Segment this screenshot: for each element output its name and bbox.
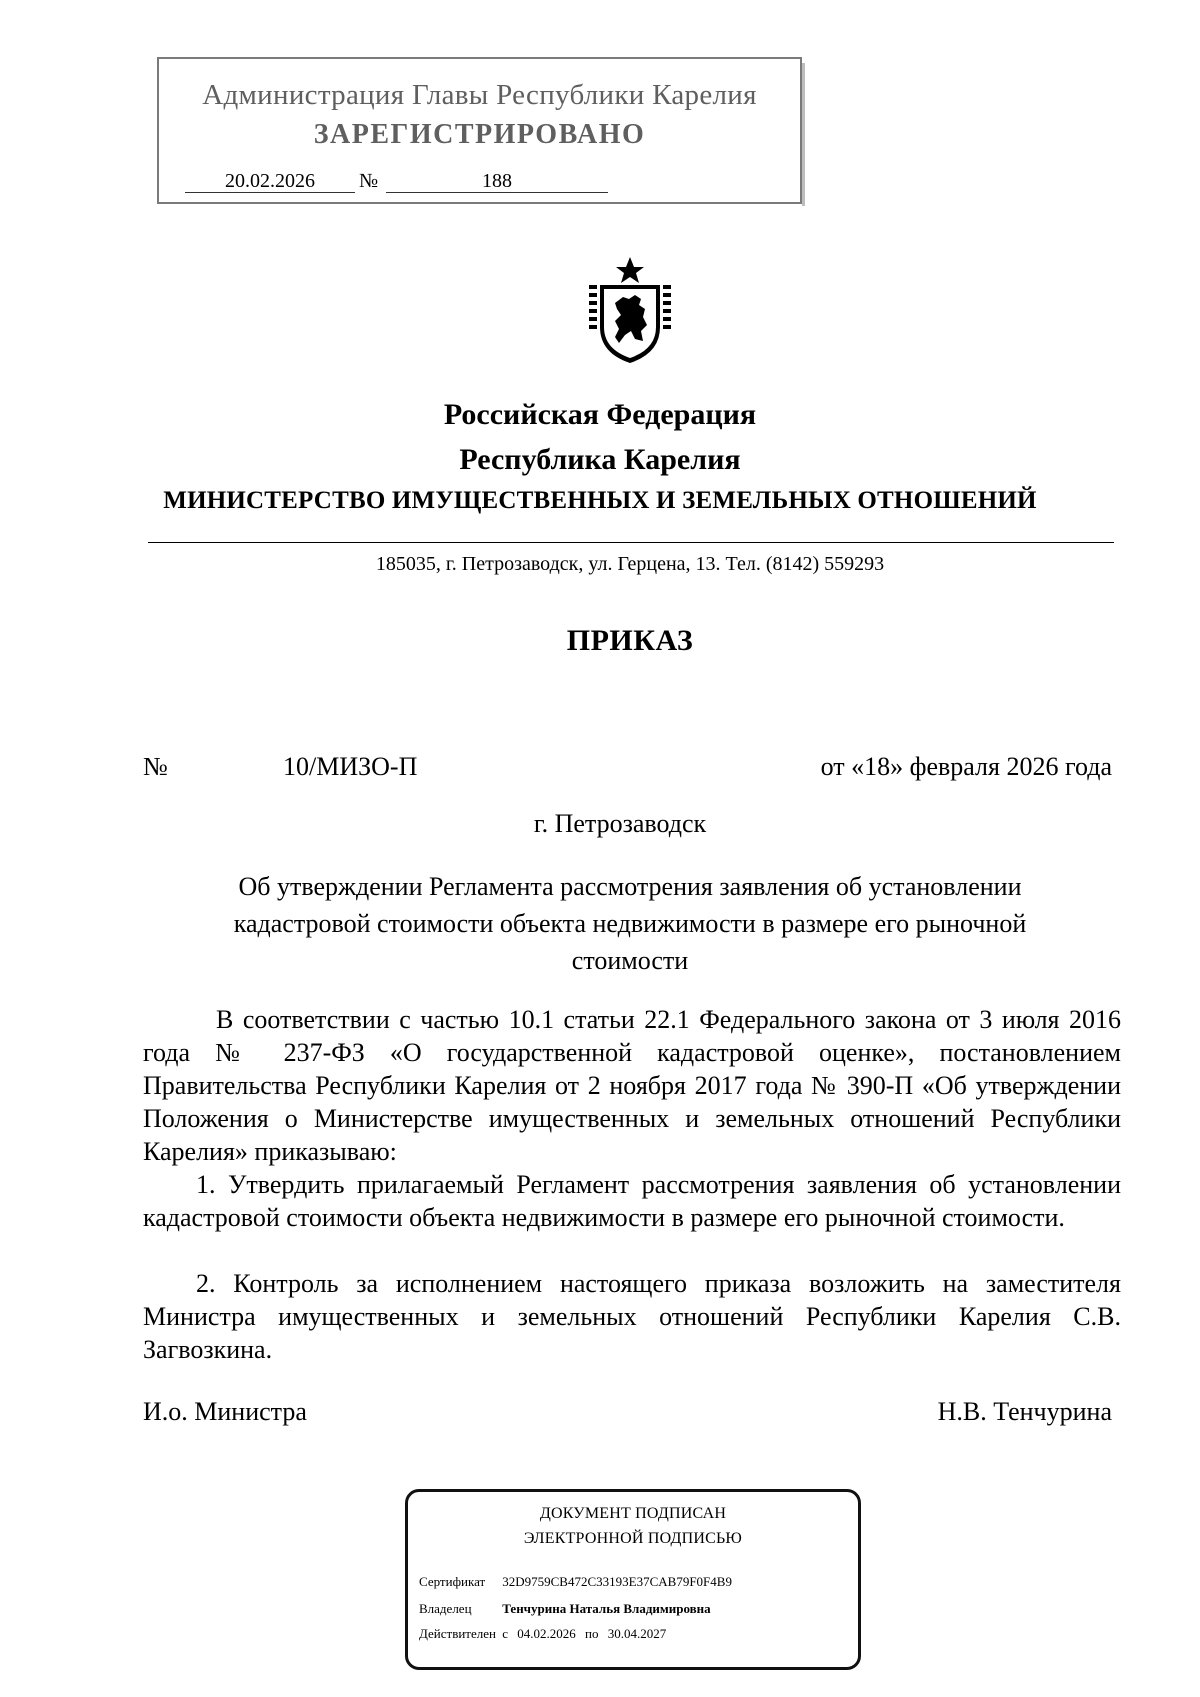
body-item-1: 1. Утвердить прилагаемый Регламент рассмотрения заявления об установлении кадастровой стоимости объекта недвижимости в размере его рыночной стоимости.	[143, 1170, 1121, 1232]
order-title: ПРИКАЗ	[566, 624, 694, 657]
order-date: от «18» февраля 2026 года	[820, 752, 1112, 781]
body-preamble: В соответствии с частью 10.1 статьи 22.1 Федерального закона от 3 июля 2016 года № 237-ФЗ «О государственной кадастровой оценке», постановлением Правительства Республики Карелия от 2 ноября 2017 года № 390-П «Об утверждении Положения о Министерстве имущественных и земельных отношений Республики Карелия» приказываю:	[143, 1005, 1121, 1166]
stamp-date: 20.02.2026	[185, 170, 355, 193]
electronic-signature-stamp	[405, 1489, 861, 1670]
esign-valid-from-label: с	[502, 1626, 509, 1641]
karelia-coat-of-arms-icon	[585, 255, 675, 365]
esign-valid-from: 04.02.2026	[517, 1626, 576, 1641]
body-item-2: 2. Контроль за исполнением настоящего приказа возложить на заместителя Министра имущественных и земельных отношений Республики Карелия С.В. Загвозкина.	[143, 1269, 1121, 1364]
order-city: г. Петрозаводск	[533, 809, 707, 838]
esign-validity-row	[419, 1626, 666, 1642]
esign-valid-to: 30.04.2027	[607, 1626, 667, 1641]
order-number: 10/МИЗО-П	[283, 752, 418, 781]
signatory-name: Н.В. Тенчурина	[937, 1397, 1112, 1426]
esign-title-line2: ЭЛЕКТРОННОЙ ПОДПИСЬЮ	[523, 1530, 743, 1547]
header-region: Республика Карелия	[459, 443, 741, 476]
signatory-role: И.о. Министра	[143, 1397, 307, 1426]
stamp-status: ЗАРЕГИСТРИРОВАНО	[313, 119, 646, 150]
esign-certificate-row	[419, 1574, 732, 1590]
stamp-organization: Администрация Главы Республики Карелия	[202, 79, 757, 111]
esign-valid-label: Действителен	[419, 1626, 496, 1641]
order-number-sign: №	[143, 752, 168, 781]
esign-valid-to-label: по	[585, 1626, 599, 1641]
esign-owner-value: Тенчурина Наталья Владимировна	[502, 1601, 711, 1616]
header-divider	[148, 542, 1114, 543]
stamp-shadow	[802, 63, 805, 206]
header-address: 185035, г. Петрозаводск, ул. Герцена, 13. Тел. (8142) 559293	[375, 553, 885, 575]
esign-cert-value: 32D9759CB472C33193E37CAB79F0F4B9	[502, 1574, 732, 1589]
header-country: Российская Федерация	[443, 398, 757, 431]
esign-owner-label: Владелец	[419, 1601, 472, 1616]
header-ministry: МИНИСТЕРСТВО ИМУЩЕСТВЕННЫХ И ЗЕМЕЛЬНЫХ ОТНОШЕНИЙ	[163, 487, 1037, 514]
registration-stamp	[157, 57, 802, 204]
esign-owner-row	[419, 1601, 711, 1617]
esign-cert-label: Сертификат	[419, 1574, 486, 1589]
esign-title-line1: ДОКУМЕНТ ПОДПИСАН	[539, 1505, 727, 1522]
order-subject: Об утверждении Регламента рассмотрения заявления об установлении кадастровой стоимости объекта недвижимости в размере его рыночной стоимости	[233, 872, 1027, 975]
stamp-number-sign: №	[359, 170, 379, 192]
stamp-number: 188	[386, 170, 608, 193]
